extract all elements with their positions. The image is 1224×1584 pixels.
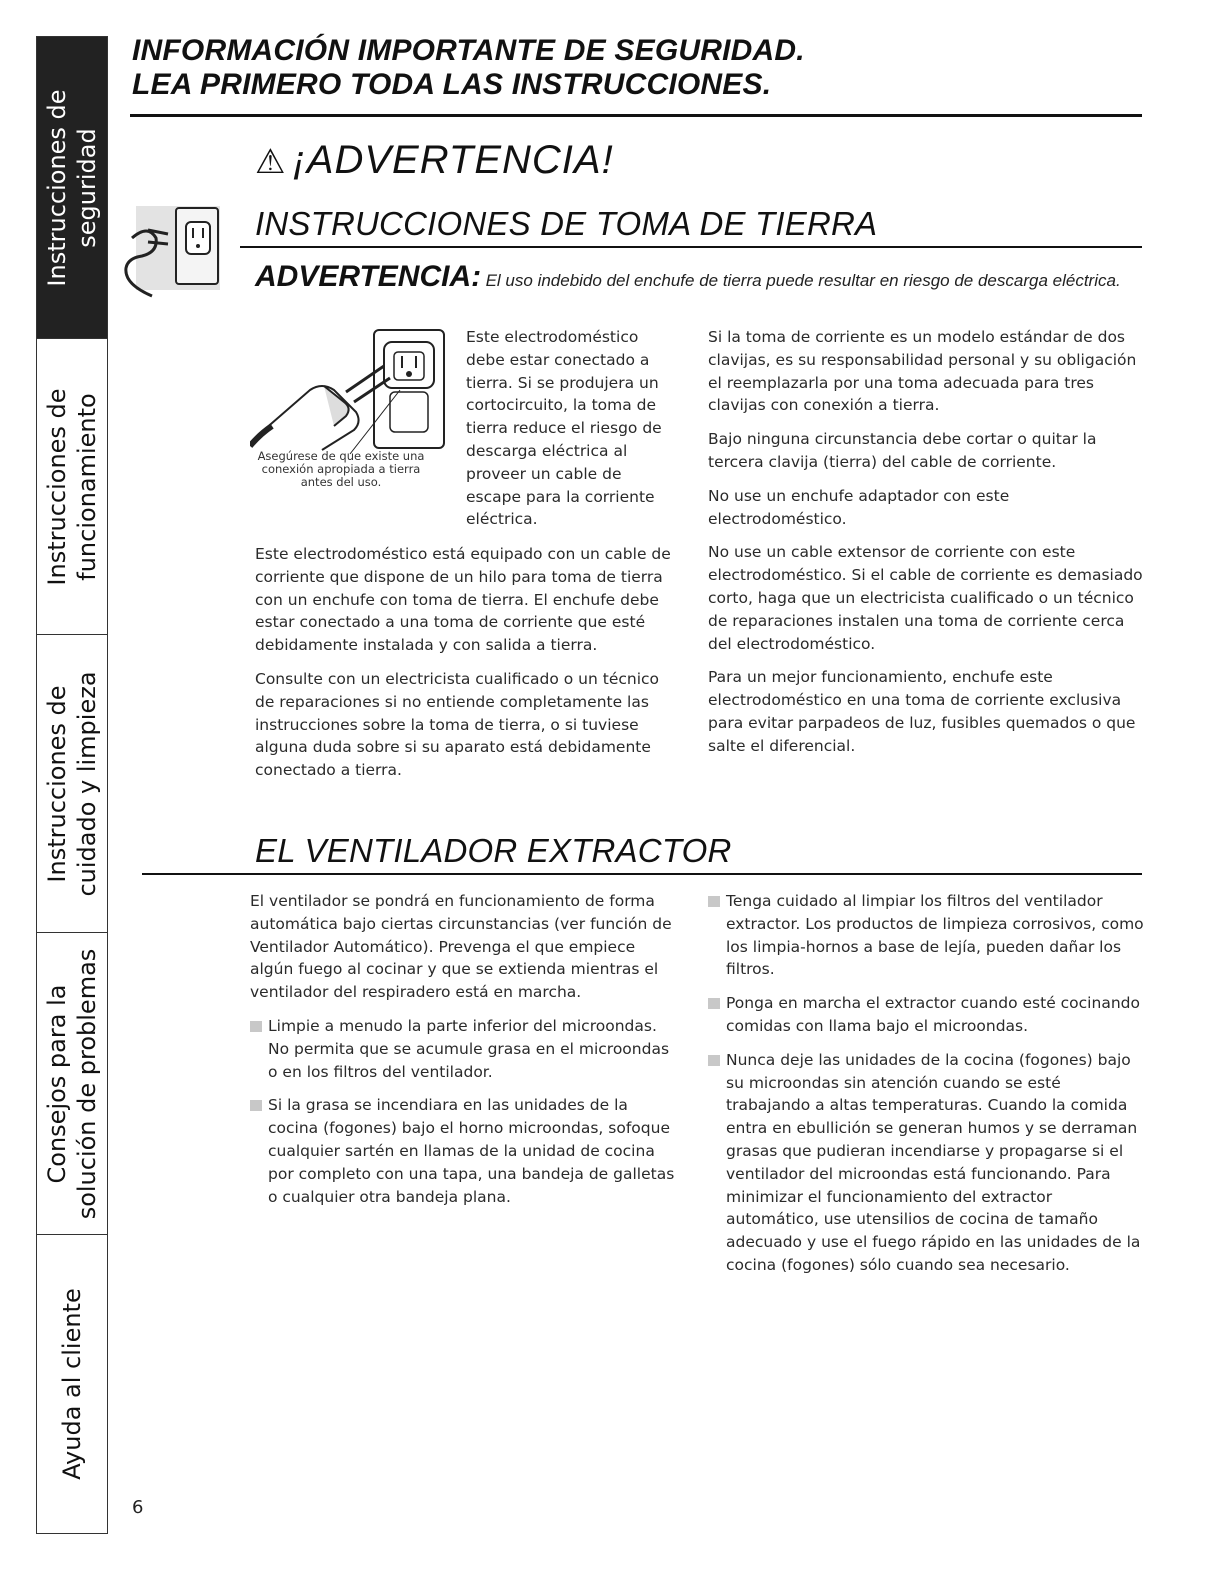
paragraph: Si la toma de corriente es un modelo estándar de dos clavijas, es su responsabilidad personal y su obligación el reemplazarla por una toma adecuada para tres clavijas con conexión a tierra.	[708, 328, 1137, 415]
paragraph: No use un enchufe adaptador con este electrodoméstico.	[708, 486, 1010, 528]
bullet-item: Si la grasa se incendiara en las unidades de la cocina (fogones) bajo el horno microondas, sofoque cualquier sartén en llamas de la unidad de cocina por completo con una tapa, una bandeja de galletas o cualquier otra bandeja plana.	[250, 1094, 675, 1208]
grounding-beside-image: Este electrodoméstico debe estar conectado a tierra. Si se produjera un cortocircuito, la toma de tierra reduce el riesgo de descarga eléctrica al proveer un cable de escape para la corriente eléctrica.	[466, 328, 662, 529]
bullet-item: Nunca deje las unidades de la cocina (fogones) bajo su microondas sin atención cuando se esté trabajando a altas temperaturas. Cuando la comida entra en ebullición se generan humos y se derraman grasas que pudieran incendiarse y propagarse si el ventilador del microondas está funcionando. Para minimizar el funcionamiento del extractor automático, use utensilios de cocina de tamaño adecuado y use el fuego rápido en las unidades de la cocina (fogones) sólo cuando sea necesario.	[708, 1049, 1144, 1277]
tab-ayuda-cliente[interactable]	[36, 1234, 108, 1534]
fan-title: EL VENTILADOR EXTRACTOR	[255, 832, 732, 869]
header-line-2: LEA PRIMERO TODA LAS INSTRUCCIONES.	[132, 68, 772, 101]
tab-instrucciones-cuidado[interactable]	[36, 634, 108, 934]
advertencia-text: El uso indebido del enchufe de tierra puede resultar en riesgo de descarga eléctrica.	[485, 271, 1121, 290]
grounding-title: INSTRUCCIONES DE TOMA DE TIERRA	[255, 205, 878, 242]
sidebar-nav	[36, 36, 108, 1534]
page-header	[132, 34, 805, 102]
fan-left-column	[250, 890, 675, 1219]
bullet-item: Limpie a menudo la parte inferior del microondas. No permita que se acumule grasa en el microondas o en los filtros del ventilador.	[250, 1015, 675, 1083]
advertencia-label: ADVERTENCIA:	[255, 260, 482, 293]
grounding-right-column	[708, 326, 1144, 769]
bullet-item: Ponga en marcha el extractor cuando esté cocinando comidas con llama bajo el microondas.	[708, 992, 1144, 1038]
bullet-square-icon	[708, 896, 720, 907]
fan-right-column	[708, 890, 1144, 1288]
fan-rule	[142, 873, 1142, 875]
tab-label: Instrucciones de cuidado y limpieza	[43, 671, 101, 897]
plug-illustration	[250, 326, 450, 456]
paragraph: Consulte con un electricista cualificado o un técnico de reparaciones si no entiende completamente las instrucciones sobre la toma de tierra, o si tuviese alguna duda sobre si su aparato está debidamente conectado a tierra.	[255, 669, 660, 780]
tab-instrucciones-seguridad[interactable]	[36, 36, 108, 340]
tab-consejos-problemas[interactable]	[36, 932, 108, 1236]
bullet-square-icon	[250, 1100, 262, 1111]
warning-title: ⚠ ¡ADVERTENCIA!	[255, 138, 614, 182]
paragraph: Para un mejor funcionamiento, enchufe este electrodoméstico en una toma de corriente exclusiva para evitar parpadeos de luz, fusibles quemados o que salte el diferencial.	[708, 668, 1136, 755]
tab-label: Instrucciones de seguridad	[43, 89, 101, 287]
tab-label: Consejos para la solución de problemas	[43, 948, 101, 1220]
tab-label: Instrucciones de funcionamiento	[43, 388, 101, 586]
paragraph: Este electrodoméstico está equipado con un cable de corriente que dispone de un hilo para toma de tierra con un enchufe con toma de tierra. El enchufe debe estar conectado a una toma de corriente que esté debidamente instalada y con salida a tierra.	[255, 545, 671, 655]
grounding-rule	[240, 246, 1142, 248]
bullet-square-icon	[708, 1055, 720, 1066]
bullet-item: Tenga cuidado al limpiar los filtros del ventilador extractor. Los productos de limpieza corrosivos, como los limpia-hornos a base de lejía, pueden dañar los filtros.	[708, 890, 1144, 981]
warning-triangle-icon: ⚠	[255, 143, 287, 181]
grounding-left-column	[255, 543, 677, 793]
paragraph: Bajo ninguna circunstancia debe cortar o quitar la tercera clavija (tierra) del cable de corriente.	[708, 430, 1097, 471]
grounding-warning	[255, 260, 1135, 294]
header-line-1: INFORMACIÓN IMPORTANTE DE SEGURIDAD.	[132, 34, 805, 67]
tab-instrucciones-funcionamiento[interactable]	[36, 338, 108, 636]
tab-label: Ayuda al cliente	[58, 1288, 86, 1480]
paragraph: No use un cable extensor de corriente con este electrodoméstico. Si el cable de corriente es demasiado corto, haga que un electricista cualificado o un técnico de reparaciones instalen una toma de corriente cerca del electrodoméstico.	[708, 543, 1143, 653]
bullet-square-icon	[708, 998, 720, 1009]
page-number: 6	[132, 1497, 144, 1518]
plug-caption: Asegúrese de que existe una conexión apropiada a tierra antes del uso.	[257, 449, 425, 489]
header-rule	[130, 114, 1142, 117]
bullet-square-icon	[250, 1021, 262, 1032]
plug-outlet-icon	[118, 200, 224, 302]
fan-intro: El ventilador se pondrá en funcionamiento de forma automática bajo ciertas circunstancias (ver función de Ventilador Automático). Prevenga el que empiece algún fuego al cocinar y que se extienda mientras el ventilador del respiradero está en marcha.	[250, 892, 672, 1002]
